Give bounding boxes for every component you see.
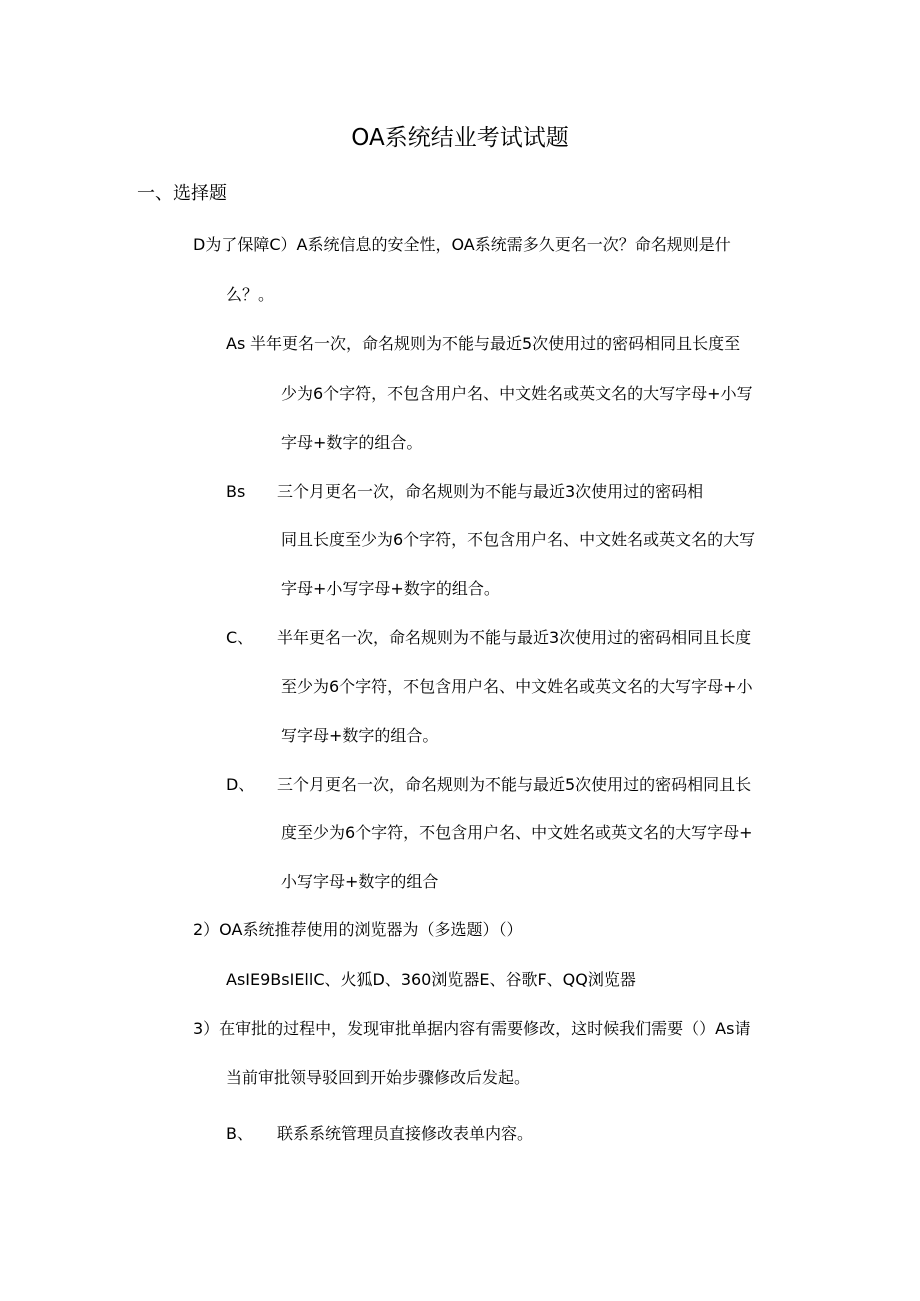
question-1-line-1: D为了保障C）A系统信息的安全性，OA系统需多久更名一次？命名规则是什 <box>193 235 731 254</box>
option-a-label: As <box>226 334 246 353</box>
option-a-line-1: 半年更名一次，命名规则为不能与最近5次使用过的密码相同且长度至 <box>250 334 741 353</box>
option-d-line-2: 度至少为6个字符，不包含用户名、中文姓名或英文名的大写字母+ <box>281 823 753 842</box>
option-d-label: D、 <box>226 775 255 794</box>
question-3-line-2: 当前审批领导驳回到开始步骤修改后发起。 <box>226 1068 531 1087</box>
section-heading: 一、选择题 <box>137 183 227 204</box>
question-3-line-1: 3）在审批的过程中，发现审批单据内容有需要修改，这时候我们需要（）As请 <box>193 1019 751 1038</box>
option-c-line-3: 写字母+数字的组合。 <box>281 726 439 745</box>
option-d-line-3: 小写字母+数字的组合 <box>281 872 439 891</box>
option-c-label: C、 <box>226 628 254 647</box>
option-a-line-3: 字母+数字的组合。 <box>281 433 423 452</box>
question-3-option-b-label: B、 <box>226 1124 253 1143</box>
option-b-line-3: 字母+小写字母+数字的组合。 <box>281 579 500 598</box>
option-a-line-2: 少为6个字符，不包含用户名、中文姓名或英文名的大写字母+小写 <box>281 384 753 403</box>
question-3-option-b-text: 联系系统管理员直接修改表单内容。 <box>277 1124 534 1143</box>
option-c-line-2: 至少为6个字符，不包含用户名、中文姓名或英文名的大写字母+小 <box>281 677 753 696</box>
question-2-line-1: 2）OA系统推荐使用的浏览器为（多选题）（） <box>193 920 523 939</box>
option-b-line-1: 三个月更名一次，命名规则为不能与最近3次使用过的密码相 <box>277 482 704 501</box>
question-2-options: AsIE9BsIEllC、火狐D、360浏览器E、谷歌F、QQ浏览器 <box>226 970 636 989</box>
option-b-line-2: 同且长度至少为6个字符，不包含用户名、中文姓名或英文名的大写 <box>281 530 756 549</box>
question-1-line-2: 么？。 <box>226 285 275 304</box>
option-b-label: Bs <box>226 482 246 501</box>
option-d-line-1: 三个月更名一次，命名规则为不能与最近5次使用过的密码相同且长 <box>277 775 752 794</box>
option-c-line-1: 半年更名一次，命名规则为不能与最近3次使用过的密码相同且长度 <box>277 628 752 647</box>
page-title: OA系统结业考试试题 <box>351 125 569 151</box>
